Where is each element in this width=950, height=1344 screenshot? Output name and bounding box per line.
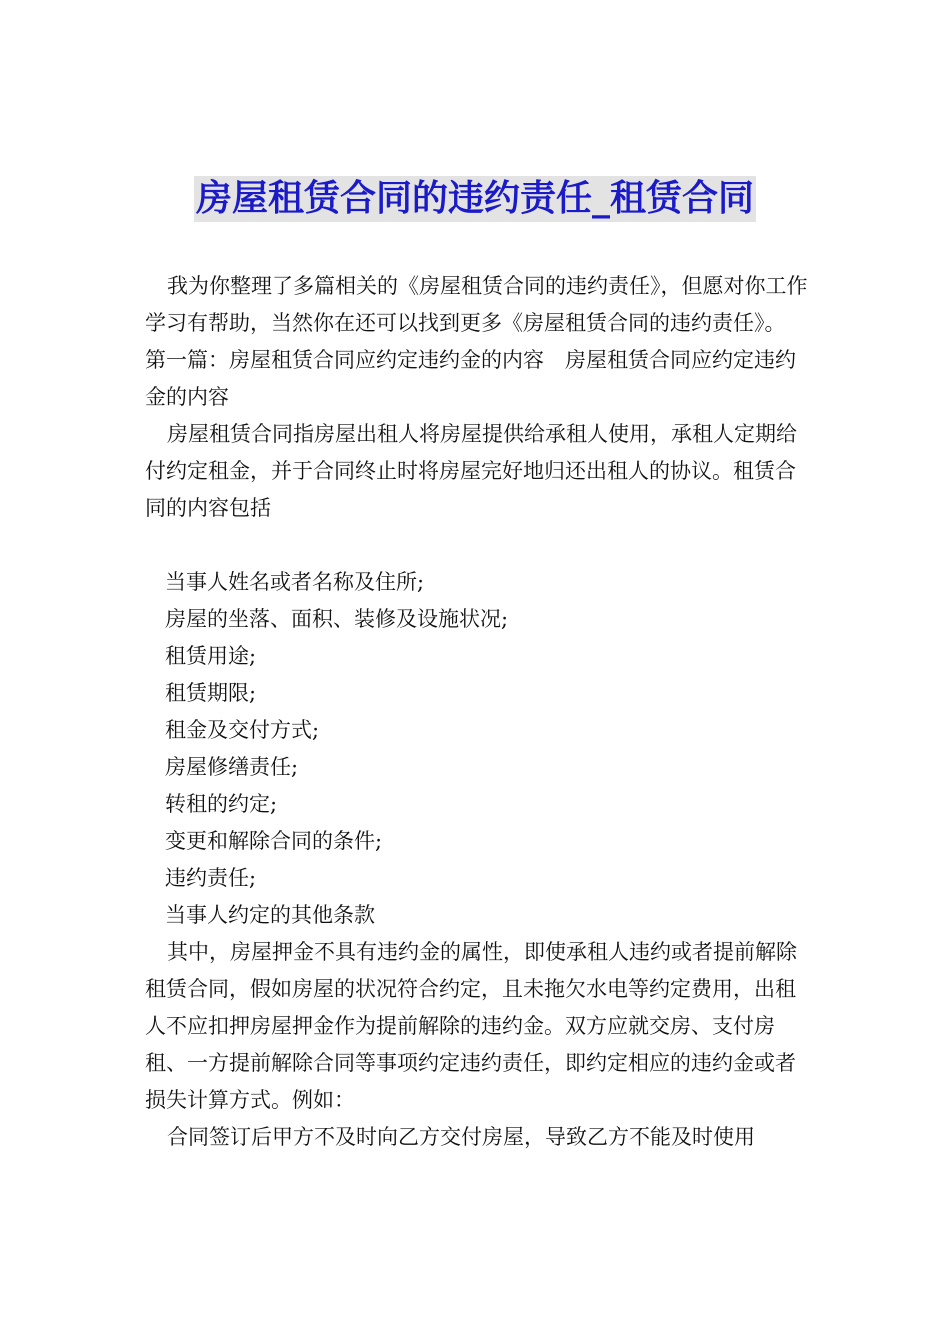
list-item: 租赁用途; xyxy=(165,644,257,668)
title-block xyxy=(0,176,950,222)
list-item: 房屋修缮责任; xyxy=(165,755,299,779)
list-item: 租赁期限; xyxy=(165,681,257,705)
example-paragraph: 合同签订后甲方不及时向乙方交付房屋，导致乙方不能及时使用 xyxy=(167,1125,755,1149)
intro-paragraph: 我为你整理了多篇相关的《房屋租赁合同的违约责任》，但愿对你工作学习有帮助，当然你在还可以找到更多《房屋租赁合同的违约责任》。 xyxy=(145,274,808,335)
list-item: 转租的约定; xyxy=(165,792,278,816)
section-heading: 第一篇：房屋租赁合同应约定违约金的内容 房屋租赁合同应约定违约金的内容 xyxy=(145,348,796,409)
list-item: 当事人姓名或者名称及住所; xyxy=(165,570,425,594)
definition-paragraph: 房屋租赁合同指房屋出租人将房屋提供给承租人使用，承租人定期给付约定租金，并于合同终止时将房屋完好地归还出租人的协议。租赁合同的内容包括 xyxy=(145,422,797,520)
document-body xyxy=(145,268,810,1156)
blank-line xyxy=(145,527,810,564)
deposit-paragraph: 其中，房屋押金不具有违约金的属性，即使承租人违约或者提前解除租赁合同，假如房屋的状况符合约定，且未拖欠水电等约定费用，出租人不应扣押房屋押金作为提前解除的违约金。双方应就交房、支付房租、一方提前解除合同等事项约定违约责任，即约定相应的违约金或者损失计算方式。例如： xyxy=(145,940,797,1112)
list-item: 变更和解除合同的条件; xyxy=(165,829,383,853)
list-item: 房屋的坐落、面积、装修及设施状况; xyxy=(165,607,509,631)
list-item: 租金及交付方式; xyxy=(165,718,320,742)
list-item: 当事人约定的其他条款 xyxy=(165,903,375,927)
document-title: 房屋租赁合同的违约责任_租赁合同 xyxy=(194,176,756,222)
list-item: 违约责任; xyxy=(165,866,257,890)
